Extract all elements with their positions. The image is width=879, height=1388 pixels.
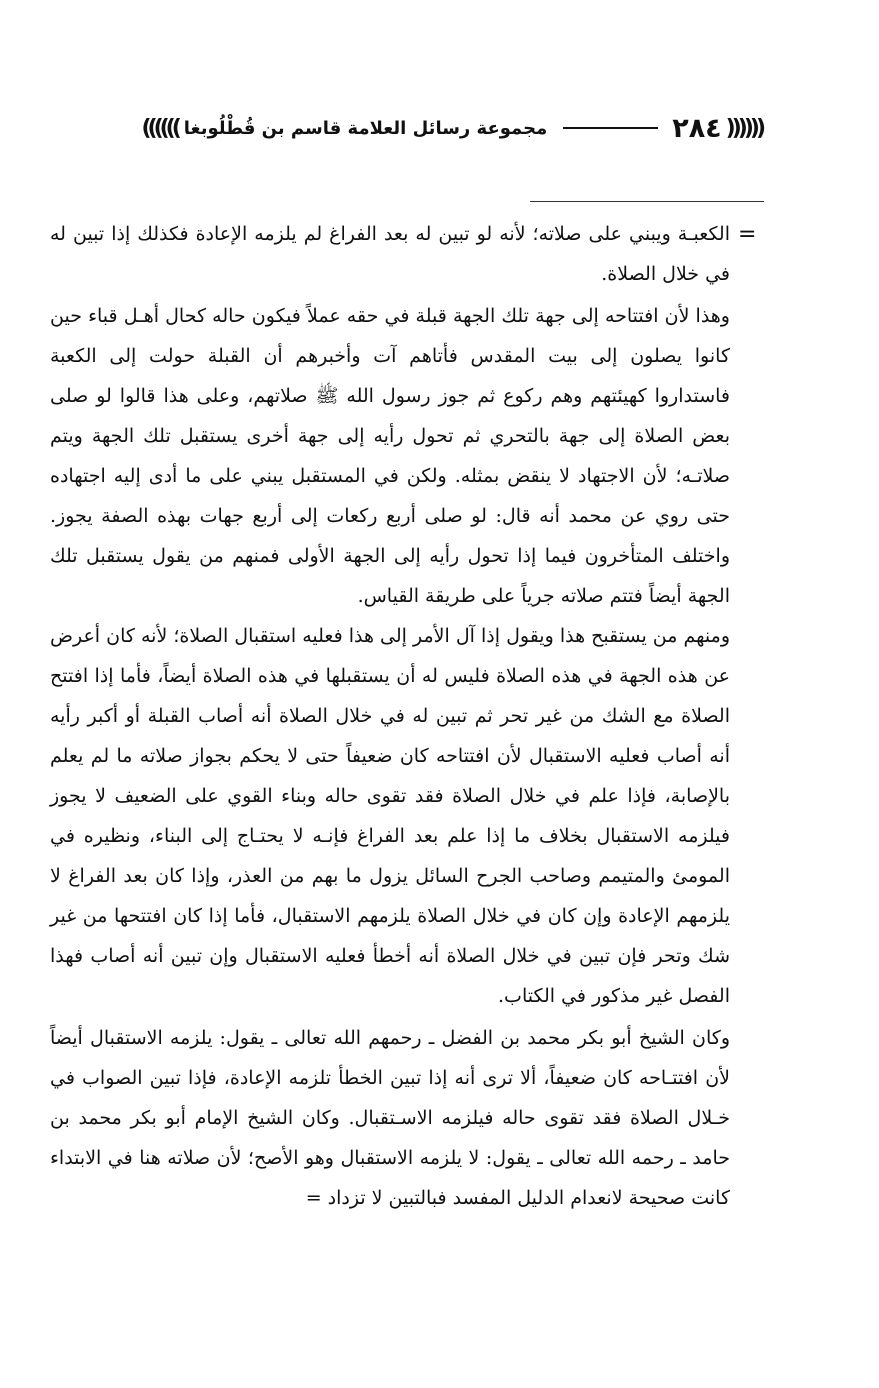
paragraph-4: وكان الشيخ أبو بكر محمد بن الفضل ـ رحمهم الله تعالى ـ يقول: يلزمه الاستقبال أيضاً لأن افتتـاحه كان ضعيفاً، ألا ترى أنه إذا تبين الخطأ تلزمه الإعادة، فإذا تبين الصواب في خـلال الصلاة فقد تقوى حاله فيلزمه الاسـتقبال. وكان الشيخ الإمام أبو بكر محمد بن حامد ـ رحمه الله تعالى ـ يقول: لا يلزمه الاستقبال وهو الأصح؛ لأن صلاته هنا في الابتداء كانت صحيحة لانعدام الدليل المفسد فبالتبين لا تزداد =	[50, 1027, 730, 1209]
body-text	[50, 214, 730, 1218]
header-ornament-left: ))))))	[141, 115, 178, 141]
paragraph-1: الكعبـة ويبني على صلاته؛ لأنه لو تبين له بعد الفراغ لم يلزمه الإعادة فكذلك إذا تبين له في خلال الصلاة.	[50, 223, 730, 285]
book-title: مجموعة رسائل العلامة قاسم بن قُطْلُوبغا	[183, 117, 548, 139]
page-number: ٢٨٤	[672, 112, 722, 144]
continuation-mark: =	[738, 222, 757, 247]
footnote-separator	[530, 201, 764, 202]
header-rule	[563, 127, 658, 129]
paragraph-3: ومنهم من يستقبح هذا ويقول إذا آل الأمر إلى هذا فعليه استقبال الصلاة؛ لأنه كان أعرض عن هذه الجهة في هذه الصلاة فليس له أن يستقبلها في هذه الصلاة أيضاً، فأما إذا افتتح الصلاة مع الشك من غير تحر ثم تبين له في خلال الصلاة أنه أصاب القبلة أو أكبر رأيه أنه أصاب فعليه الاستقبال لأن افتتاحه كان ضعيفاً حتى لا يحكم بجواز صلاته ما لم يعلم بالإصابة، فإذا علم في خلال الصلاة فقد تقوى حاله وبناء القوي على الضعيف لا يجوز فيلزمه الاستقبال بخلاف ما إذا علم بعد الفراغ فإنـه لا يحتـاج إلى البناء، ونظيره في المومئ والمتيمم وصاحب الجرح السائل يزول ما بهم من العذر، وإذا كان بعد الفراغ لا يلزمهم الإعادة وإن كان في خلال الصلاة يلزمهم الاستقبال، فأما إذا كان افتتحها من غير شك وتحر فإن تبين في خلال الصلاة أنه أخطأ فعليه الاستقبال وإن تبين أنه أصاب فهذا الفصل غير مذكور في الكتاب.	[50, 625, 730, 1007]
header-ornament-right: ((((((	[725, 115, 762, 141]
paragraph-2: وهذا لأن افتتاحه إلى جهة تلك الجهة قبلة في حقه عملاً فيكون حاله كحال أهـل قباء حين كانوا يصلون إلى بيت المقدس فأتاهم آت وأخبرهم أن القبلة حولت إلى الكعبة فاستداروا كهيئتهم وهم ركوع ثم جوز رسول الله ﷺ صلاتهم، وعلى هذا قالوا لو صلى بعض الصلاة إلى جهة بالتحري ثم تحول رأيه إلى جهة أخرى يستقبل تلك الجهة ويتم صلاتـه؛ لأن الاجتهاد لا ينقض بمثله. ولكن في المستقبل يبني على ما أدى إليه اجتهاده حتى روي عن محمد أنه قال: لو صلى أربع ركعات إلى أربع جهات بهذه الصفة يجوز. واختلف المتأخرون فيما إذا تحول رأيه إلى الجهة الأولى فمنهم من يقول يستقبل تلك الجهة أيضاً فتتم صلاته جرياً على طريقة القياس.	[50, 305, 730, 607]
running-header	[52, 108, 762, 148]
